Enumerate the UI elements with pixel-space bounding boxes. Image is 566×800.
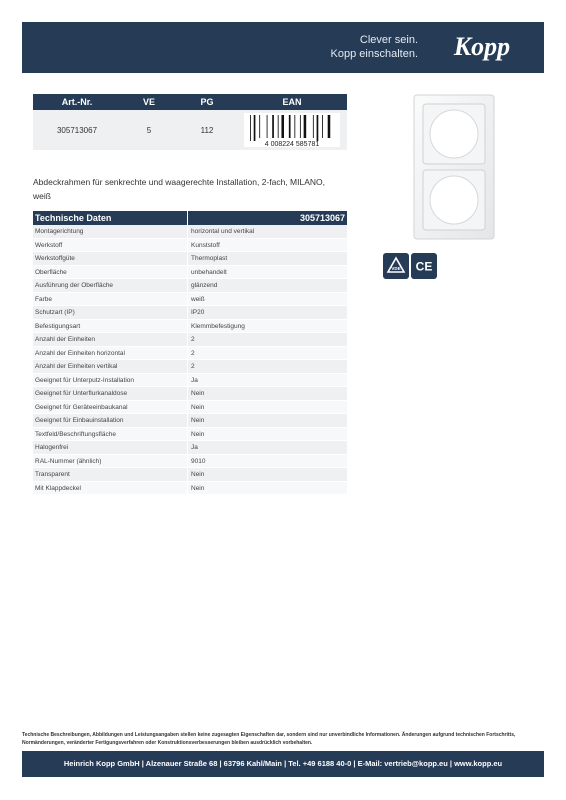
pg-value: 112: [177, 110, 237, 150]
tech-data-title: Technische Daten: [35, 213, 112, 223]
spec-key: Halogenfrei: [33, 441, 188, 454]
ean-digits: 4 008224 585781: [264, 141, 320, 147]
spec-row: [33, 239, 347, 253]
spec-row: [33, 252, 347, 266]
spec-row: [33, 428, 347, 442]
spec-value: weiß: [191, 295, 205, 303]
disclaimer: Technische Beschreibungen, Abbildungen und Leistungsangaben stellen keine zugesagten Eigenschaften dar, sondern sind nur unverbindliche Informationen. Änderungen aufgrund technischen Fortschritts, Normänderungen, veränderter Fertigungsverfahren oder Konstruktionsverbesserungen bleiben ausdrücklich vorbehalten.: [22, 732, 516, 746]
barcode-bar: [254, 115, 256, 141]
article-table: [33, 94, 347, 150]
spec-value: Nein: [191, 471, 205, 478]
spec-key: Anzahl der Einheiten: [33, 333, 188, 346]
spec-key: Textfeld/Beschriftungsfläche: [33, 428, 188, 441]
spec-value: Ja: [191, 376, 198, 384]
spec-value: Nein: [191, 430, 205, 438]
article-row: [33, 110, 347, 150]
spec-value: IP20: [191, 309, 205, 316]
spec-value: Kunststoff: [191, 241, 220, 249]
spec-key: Geeignet für Geräteeinbaukanal: [33, 401, 188, 414]
product-description: Abdeckrahmen für senkrechte und waagerechte Installation, 2-fach, MILANO, weiß: [33, 177, 325, 201]
ean-barcode: [244, 113, 340, 147]
spec-key: Transparent: [33, 468, 188, 481]
spec-row: [33, 266, 347, 280]
barcode-bar: [313, 115, 314, 138]
spec-value: 2: [191, 336, 195, 343]
spec-row: [33, 306, 347, 320]
spec-key: Farbe: [33, 293, 188, 306]
product-image: [413, 94, 495, 240]
spec-key: RAL-Nummer (ähnlich): [33, 455, 188, 468]
spec-key: Oberfläche: [33, 266, 188, 279]
spec-value: Nein: [191, 390, 205, 397]
col-ve: VE: [121, 94, 177, 110]
spec-row: [33, 387, 347, 401]
ce-label: CE: [415, 259, 433, 274]
barcode-bar: [272, 115, 274, 138]
spec-row: [33, 441, 347, 455]
ce-icon: [411, 253, 437, 279]
tech-data-table: [33, 225, 347, 495]
header-divider: [187, 211, 188, 225]
barcode-bar: [294, 115, 295, 138]
barcode-bar: [250, 115, 251, 141]
logo-text: Kopp: [453, 33, 511, 61]
col-ean: EAN: [237, 94, 347, 110]
spec-key: Mit Klappdeckel: [33, 482, 188, 495]
slogan-line-1: Clever sein.: [359, 34, 418, 46]
barcode-bar: [300, 115, 301, 138]
spec-row: [33, 225, 347, 239]
spec-row: [33, 360, 347, 374]
spec-row: [33, 293, 347, 307]
barcode-bar: [259, 115, 260, 138]
spec-row: [33, 279, 347, 293]
barcode-bar: [278, 115, 279, 138]
spec-key: Geeignet für Unterflurkanaldose: [33, 387, 188, 400]
spec-row: [33, 468, 347, 482]
spec-row: [33, 374, 347, 388]
barcode-bar: [281, 115, 284, 138]
art-nr-value: 305713067: [33, 110, 121, 150]
spec-key: Werkstoff: [33, 239, 188, 252]
barcode-bar: [304, 115, 307, 138]
spec-value: horizontal und vertikal: [191, 228, 255, 235]
header-band: [22, 22, 544, 73]
ve-value: 5: [121, 110, 177, 150]
vde-icon: [383, 253, 409, 279]
footer: Heinrich Kopp GmbH | Alzenauer Straße 68 | 63796 Kahl/Main | Tel. +49 6188 40-0 | E-Mail: vertrieb@kopp.eu | www.kopp.eu: [22, 751, 544, 777]
ean-cell: [237, 110, 347, 150]
spec-value: 9010: [191, 457, 206, 465]
slogan: [331, 33, 418, 61]
slogan-line-2: Kopp einschalten.: [330, 48, 418, 60]
barcode-bar: [317, 115, 319, 141]
col-art-nr: Art.-Nr.: [33, 94, 121, 110]
spec-value: unbehandelt: [191, 268, 227, 276]
barcode-bar: [267, 115, 268, 138]
spec-value: Nein: [191, 484, 205, 492]
barcode-bar: [328, 115, 331, 138]
spec-key: Ausführung der Oberfläche: [33, 279, 188, 292]
spec-key: Anzahl der Einheiten horizontal: [33, 347, 188, 360]
spec-value: Thermoplast: [191, 255, 228, 262]
spec-key: Befestigungsart: [33, 320, 188, 333]
spec-row: [33, 414, 347, 428]
spec-value: Nein: [191, 417, 205, 424]
spec-key: Geeignet für Unterputz-Installation: [33, 374, 188, 387]
barcode-bar: [322, 115, 323, 138]
barcode-bar: [289, 115, 291, 138]
vde-label: VDE: [391, 266, 401, 271]
spec-row: [33, 320, 347, 334]
article-header-row: [33, 94, 347, 110]
spec-key: Geeignet für Einbauinstallation: [33, 414, 188, 427]
spec-key: Anzahl der Einheiten vertikal: [33, 360, 188, 373]
spec-row: [33, 333, 347, 347]
spec-value: glänzend: [191, 282, 218, 289]
spec-value: Nein: [191, 403, 205, 411]
spec-key: Schutzart (IP): [33, 306, 188, 319]
spec-row: [33, 401, 347, 415]
spec-value: Ja: [191, 444, 198, 451]
spec-key: Werkstoffgüte: [33, 252, 188, 265]
spec-row: [33, 347, 347, 361]
spec-key: Montagerichtung: [33, 225, 188, 238]
spec-row: [33, 482, 347, 496]
kopp-logo: [430, 33, 534, 61]
spec-value: Klemmbefestigung: [191, 322, 245, 330]
spec-value: 2: [191, 363, 195, 370]
spec-value: 2: [191, 349, 195, 357]
tech-data-header: [33, 211, 347, 225]
tech-data-number: 305713067: [299, 213, 345, 223]
col-pg: PG: [177, 94, 237, 110]
spec-row: [33, 455, 347, 469]
